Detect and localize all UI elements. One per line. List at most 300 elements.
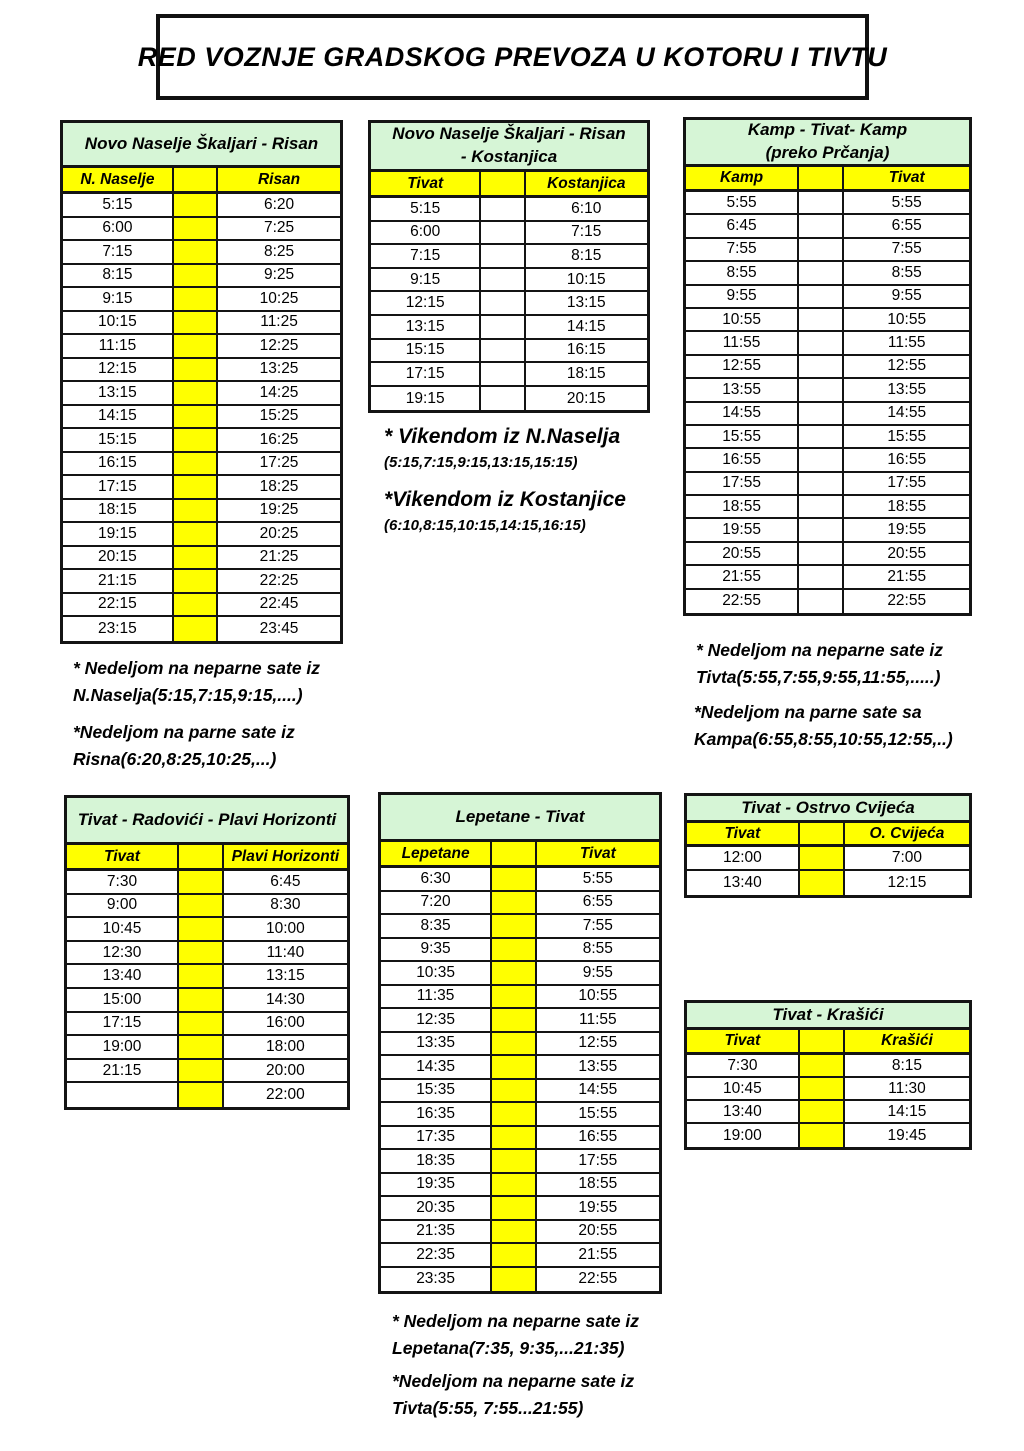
table-row bbox=[67, 965, 347, 989]
time-cell: 21:55 bbox=[887, 567, 927, 585]
column-header bbox=[800, 823, 845, 844]
note-line-1: * Nedeljom na neparne sate iz bbox=[696, 640, 944, 660]
note-lepetane-tivat-odd-hours bbox=[392, 1368, 634, 1422]
time-cell: 13:40 bbox=[687, 1101, 800, 1122]
time-cell: 17:15 bbox=[67, 1013, 179, 1035]
table-row bbox=[67, 989, 347, 1013]
time-cell: 20:55 bbox=[686, 543, 799, 564]
spacer-cell bbox=[800, 1078, 845, 1099]
time-cell: 22:55 bbox=[887, 592, 927, 610]
table-row bbox=[686, 309, 969, 332]
column-header-row bbox=[63, 168, 340, 194]
time-cell: 12:35 bbox=[381, 1009, 492, 1031]
time-cell: 12:00 bbox=[687, 847, 800, 869]
table-row bbox=[686, 543, 969, 566]
table-row bbox=[381, 892, 659, 916]
spacer-cell bbox=[799, 449, 844, 470]
time-cell: 6:00 bbox=[63, 218, 174, 240]
table-row bbox=[687, 847, 969, 871]
spacer-cell bbox=[481, 245, 525, 267]
column-header: Kostanjica bbox=[547, 174, 626, 192]
time-cell: 16:15 bbox=[566, 341, 606, 359]
time-cell: 11:55 bbox=[686, 332, 799, 353]
spacer-cell bbox=[174, 570, 218, 592]
spacer-cell bbox=[799, 332, 844, 353]
time-cell: 13:25 bbox=[259, 360, 299, 378]
time-cell: 9:55 bbox=[686, 286, 799, 307]
time-cell: 21:15 bbox=[67, 1060, 179, 1082]
spacer-cell bbox=[800, 1101, 845, 1122]
spacer-cell bbox=[174, 500, 218, 522]
table-row bbox=[687, 871, 969, 895]
time-cell: 10:00 bbox=[265, 919, 305, 937]
table-row bbox=[381, 1127, 659, 1151]
note-line-2: Lepetana(7:35, 9:35,...21:35) bbox=[392, 1338, 625, 1358]
spacer-cell bbox=[174, 617, 218, 641]
table-row bbox=[686, 590, 969, 613]
table-body bbox=[381, 868, 659, 1291]
table-title-line: Lepetane - Tivat bbox=[455, 806, 585, 826]
time-cell: 13:15 bbox=[265, 967, 305, 985]
column-header-row bbox=[687, 1030, 969, 1055]
table-row bbox=[686, 262, 969, 285]
time-cell: 14:15 bbox=[887, 1102, 927, 1120]
column-header: Risan bbox=[257, 170, 301, 188]
table-title bbox=[371, 123, 647, 172]
column-header-row bbox=[687, 823, 969, 847]
spacer-cell bbox=[174, 476, 218, 498]
time-cell: 12:55 bbox=[686, 356, 799, 377]
table-title-line: Kamp - Tivat- Kamp bbox=[747, 120, 908, 140]
spacer-cell bbox=[799, 566, 844, 587]
spacer-cell bbox=[492, 1127, 536, 1149]
table-row bbox=[67, 1013, 347, 1037]
spacer-cell bbox=[492, 1268, 536, 1292]
time-cell: 15:55 bbox=[686, 426, 799, 447]
time-cell: 10:25 bbox=[259, 289, 299, 307]
spacer-cell bbox=[492, 962, 536, 984]
time-cell: 10:15 bbox=[566, 270, 606, 288]
time-cell: 13:55 bbox=[578, 1057, 618, 1075]
time-cell: 19:00 bbox=[67, 1036, 179, 1058]
time-cell: 12:25 bbox=[259, 336, 299, 354]
column-header bbox=[492, 842, 536, 865]
time-cell: 5:55 bbox=[891, 193, 922, 211]
spacer-cell bbox=[492, 1197, 536, 1219]
column-header bbox=[800, 1030, 845, 1052]
table-row bbox=[686, 286, 969, 309]
timetable-novo-naselje-risan-kostanjica bbox=[368, 120, 650, 413]
spacer-cell bbox=[179, 1060, 224, 1082]
spacer-cell bbox=[174, 312, 218, 334]
time-cell: 22:25 bbox=[259, 571, 299, 589]
spacer-cell bbox=[492, 892, 536, 914]
time-cell: 13:40 bbox=[67, 965, 179, 987]
time-cell: 5:55 bbox=[686, 192, 799, 213]
table-row bbox=[381, 1103, 659, 1127]
table-title-line: Tivat - Radovići - Plavi Horizonti bbox=[77, 809, 337, 829]
table-row bbox=[686, 566, 969, 589]
time-cell: 8:25 bbox=[263, 242, 295, 260]
time-cell: 19:15 bbox=[63, 523, 174, 545]
table-row bbox=[686, 449, 969, 472]
note-risan-odd-hours bbox=[73, 655, 320, 709]
time-cell: 17:15 bbox=[371, 363, 481, 385]
table-title-line: Novo Naselje Škaljari - Risan bbox=[392, 124, 626, 144]
time-cell: 15:55 bbox=[578, 1104, 618, 1122]
table-row bbox=[686, 379, 969, 402]
table-row bbox=[63, 382, 340, 406]
time-cell: 19:55 bbox=[578, 1198, 618, 1216]
table-row bbox=[67, 942, 347, 966]
spacer-cell bbox=[492, 1244, 536, 1266]
spacer-cell bbox=[799, 192, 844, 213]
time-cell: 7:55 bbox=[582, 916, 613, 934]
table-row bbox=[686, 215, 969, 238]
table-row bbox=[63, 359, 340, 383]
time-cell: 19:25 bbox=[259, 501, 299, 519]
spacer-cell bbox=[179, 942, 224, 964]
table-row bbox=[63, 241, 340, 265]
time-cell: 20:35 bbox=[381, 1197, 492, 1219]
table-body bbox=[67, 871, 347, 1107]
time-cell: 12:15 bbox=[887, 874, 927, 891]
spacer-cell bbox=[174, 359, 218, 381]
time-cell: 18:55 bbox=[578, 1175, 618, 1193]
column-header: Tivat bbox=[579, 844, 616, 862]
time-cell: 17:55 bbox=[686, 473, 799, 494]
time-cell: 22:55 bbox=[578, 1270, 618, 1288]
spacer-cell bbox=[799, 426, 844, 447]
table-title-line: Tivat - Ostrvo Cvijeća bbox=[741, 797, 915, 817]
spacer-cell bbox=[174, 265, 218, 287]
note-kamp-odd-hours bbox=[696, 637, 943, 691]
table-row bbox=[381, 1056, 659, 1080]
column-header bbox=[174, 168, 218, 191]
time-cell: 7:30 bbox=[67, 871, 179, 893]
table-row bbox=[63, 500, 340, 524]
column-header: Lepetane bbox=[381, 842, 492, 865]
column-header: Plavi Horizonti bbox=[231, 847, 340, 865]
table-row bbox=[67, 1036, 347, 1060]
time-cell: 20:55 bbox=[578, 1222, 618, 1240]
time-cell: 9:25 bbox=[263, 266, 295, 284]
table-row bbox=[687, 1055, 969, 1078]
spacer-cell bbox=[179, 918, 224, 940]
spacer-cell bbox=[179, 1013, 224, 1035]
table-body bbox=[686, 192, 969, 613]
time-cell: 9:00 bbox=[67, 895, 179, 917]
time-cell: 18:15 bbox=[63, 500, 174, 522]
time-cell: 12:55 bbox=[578, 1034, 618, 1052]
column-header: O. Cvijeća bbox=[869, 824, 945, 842]
spacer-cell bbox=[492, 1033, 536, 1055]
spacer-cell bbox=[492, 1056, 536, 1078]
table-row bbox=[381, 1033, 659, 1057]
spacer-cell bbox=[174, 429, 218, 451]
document-title: RED VOZNJE GRADSKOG PREVOZA U KOTORU I TIVTU bbox=[137, 41, 888, 72]
spacer-cell bbox=[174, 194, 218, 216]
table-row bbox=[686, 473, 969, 496]
column-header: Krašići bbox=[881, 1032, 933, 1049]
time-cell: 17:35 bbox=[381, 1127, 492, 1149]
column-header-row bbox=[67, 845, 347, 871]
time-cell: 22:35 bbox=[381, 1244, 492, 1266]
time-cell: 18:55 bbox=[686, 496, 799, 517]
time-cell: 23:35 bbox=[381, 1268, 492, 1292]
time-cell: 12:15 bbox=[371, 292, 481, 314]
time-cell: 8:55 bbox=[686, 262, 799, 283]
table-row bbox=[67, 1083, 347, 1107]
time-cell: 19:55 bbox=[686, 519, 799, 540]
time-cell: 16:55 bbox=[686, 449, 799, 470]
time-cell: 11:55 bbox=[578, 1010, 617, 1028]
table-row bbox=[687, 1078, 969, 1101]
spacer-cell bbox=[174, 523, 218, 545]
table-row bbox=[686, 426, 969, 449]
table-row bbox=[371, 269, 647, 293]
table-body bbox=[371, 198, 647, 410]
table-row bbox=[63, 335, 340, 359]
spacer-cell bbox=[492, 1080, 536, 1102]
table-row bbox=[371, 363, 647, 387]
time-cell: 7:55 bbox=[891, 240, 922, 258]
spacer-cell bbox=[799, 519, 844, 540]
time-cell: 22:45 bbox=[259, 595, 299, 613]
time-cell: 17:25 bbox=[259, 454, 299, 472]
note-line-1: * Nedeljom na neparne sate iz bbox=[73, 658, 321, 678]
note-kamp-even-hours bbox=[694, 699, 953, 753]
table-row bbox=[67, 871, 347, 895]
table-row bbox=[381, 1150, 659, 1174]
spacer-cell bbox=[174, 594, 218, 616]
column-header-row bbox=[686, 167, 969, 192]
table-row bbox=[381, 939, 659, 963]
table-title bbox=[687, 1003, 969, 1030]
time-cell: 6:30 bbox=[381, 868, 492, 890]
table-title bbox=[687, 796, 969, 823]
timetable-tivat-krasici bbox=[684, 1000, 972, 1150]
table-row bbox=[371, 245, 647, 269]
time-cell: 5:15 bbox=[371, 198, 481, 220]
time-cell: 12:15 bbox=[63, 359, 174, 381]
time-cell: 21:25 bbox=[259, 548, 299, 566]
time-cell: 16:35 bbox=[381, 1103, 492, 1125]
note-line-2: Kampa(6:55,8:55,10:55,12:55,..) bbox=[694, 729, 953, 749]
table-body bbox=[687, 847, 969, 895]
note-risan-even-hours bbox=[73, 719, 295, 773]
table-title bbox=[686, 120, 969, 167]
time-cell: 13:40 bbox=[687, 871, 800, 895]
spacer-cell bbox=[174, 382, 218, 404]
spacer-cell bbox=[800, 1055, 845, 1076]
time-cell: 11:40 bbox=[266, 943, 305, 961]
column-header: Tivat bbox=[888, 169, 925, 186]
time-cell: 15:55 bbox=[887, 427, 927, 445]
time-cell: 23:15 bbox=[63, 617, 174, 641]
time-cell: 22:55 bbox=[686, 590, 799, 613]
spacer-cell bbox=[174, 453, 218, 475]
column-header: Tivat bbox=[67, 845, 179, 868]
table-row bbox=[63, 429, 340, 453]
time-cell: 13:15 bbox=[371, 316, 481, 338]
time-cell: 18:15 bbox=[566, 364, 606, 382]
time-cell: 7:15 bbox=[371, 245, 481, 267]
spacer-cell bbox=[492, 1009, 536, 1031]
table-row bbox=[381, 1080, 659, 1104]
note-kostanjica-weekend-from-naselje bbox=[384, 422, 620, 474]
time-cell: 15:15 bbox=[371, 340, 481, 362]
time-cell: 7:55 bbox=[686, 239, 799, 260]
column-header: Tivat bbox=[687, 823, 800, 844]
column-header-row bbox=[381, 842, 659, 868]
spacer-cell bbox=[799, 473, 844, 494]
time-cell: 14:55 bbox=[887, 404, 927, 422]
time-cell: 6:55 bbox=[891, 217, 922, 235]
table-row bbox=[371, 340, 647, 364]
time-cell: 18:55 bbox=[887, 497, 927, 515]
table-row bbox=[63, 594, 340, 618]
time-cell: 11:30 bbox=[888, 1079, 926, 1097]
column-header: Tivat bbox=[371, 172, 481, 195]
time-cell: 16:15 bbox=[63, 453, 174, 475]
table-row bbox=[371, 292, 647, 316]
time-cell: 18:00 bbox=[265, 1037, 305, 1055]
time-cell: 19:00 bbox=[687, 1124, 800, 1147]
time-cell: 13:55 bbox=[686, 379, 799, 400]
time-cell: 8:35 bbox=[381, 915, 492, 937]
time-cell: 21:55 bbox=[578, 1245, 618, 1263]
table-title-line: Novo Naselje Škaljari - Risan bbox=[84, 133, 319, 153]
spacer-cell bbox=[174, 335, 218, 357]
time-cell: 21:35 bbox=[381, 1221, 492, 1243]
spacer-cell bbox=[492, 1221, 536, 1243]
spacer-cell bbox=[800, 847, 845, 869]
time-cell: 22:00 bbox=[265, 1086, 305, 1104]
spacer-cell bbox=[492, 1150, 536, 1172]
time-cell: 19:15 bbox=[371, 387, 481, 411]
spacer-cell bbox=[179, 989, 224, 1011]
spacer-cell bbox=[481, 387, 525, 411]
table-row bbox=[686, 356, 969, 379]
spacer-cell bbox=[179, 871, 224, 893]
time-cell: 11:15 bbox=[63, 335, 174, 357]
note-line-1: *Nedeljom na parne sate iz bbox=[73, 722, 295, 742]
timetable-tivat-ostrvo-cvijeca bbox=[684, 793, 972, 898]
time-cell bbox=[67, 1083, 179, 1107]
time-cell: 6:55 bbox=[582, 893, 613, 911]
time-cell: 15:00 bbox=[67, 989, 179, 1011]
timetable-novo-naselje-risan bbox=[60, 120, 343, 644]
time-cell: 19:45 bbox=[887, 1126, 927, 1144]
table-body bbox=[63, 194, 340, 641]
table-body bbox=[687, 1055, 969, 1147]
spacer-cell bbox=[174, 406, 218, 428]
time-cell: 9:55 bbox=[891, 287, 922, 305]
time-cell: 20:55 bbox=[887, 544, 927, 562]
spacer-cell bbox=[179, 1036, 224, 1058]
column-header bbox=[799, 167, 844, 189]
note-line-1: *Nedeljom na neparne sate iz bbox=[392, 1371, 635, 1391]
time-cell: 21:15 bbox=[63, 570, 174, 592]
table-row bbox=[381, 915, 659, 939]
time-cell: 5:55 bbox=[582, 869, 613, 887]
time-cell: 17:15 bbox=[63, 476, 174, 498]
column-header: Tivat bbox=[687, 1030, 800, 1052]
time-cell: 19:35 bbox=[381, 1174, 492, 1196]
time-cell: 14:30 bbox=[265, 990, 305, 1008]
table-row bbox=[63, 265, 340, 289]
time-cell: 14:35 bbox=[381, 1056, 492, 1078]
table-row bbox=[371, 198, 647, 222]
column-header: N. Naselje bbox=[63, 168, 174, 191]
table-title-line: - Kostanjica bbox=[460, 147, 558, 166]
time-cell: 7:15 bbox=[63, 241, 174, 263]
time-cell: 17:55 bbox=[578, 1151, 618, 1169]
spacer-cell bbox=[799, 403, 844, 424]
table-row bbox=[67, 918, 347, 942]
table-row bbox=[63, 547, 340, 571]
note-line-2: Tivta(5:55, 7:55...21:55) bbox=[392, 1398, 584, 1418]
spacer-cell bbox=[799, 286, 844, 307]
time-cell: 19:55 bbox=[887, 521, 927, 539]
time-cell: 10:55 bbox=[578, 987, 618, 1005]
time-cell: 8:30 bbox=[270, 896, 301, 914]
time-cell: 7:30 bbox=[687, 1055, 800, 1076]
table-title bbox=[63, 123, 340, 168]
time-cell: 8:15 bbox=[891, 1056, 923, 1074]
table-row bbox=[371, 316, 647, 340]
spacer-cell bbox=[481, 316, 525, 338]
time-cell: 12:55 bbox=[887, 357, 927, 375]
spacer-cell bbox=[481, 292, 525, 314]
column-header bbox=[481, 172, 525, 195]
time-cell: 8:55 bbox=[891, 263, 922, 281]
spacer-cell bbox=[179, 965, 224, 987]
time-cell: 6:10 bbox=[571, 199, 602, 217]
table-row bbox=[381, 1174, 659, 1198]
time-cell: 14:25 bbox=[259, 383, 299, 401]
time-cell: 13:35 bbox=[381, 1033, 492, 1055]
time-cell: 11:25 bbox=[260, 313, 298, 331]
timetable-kamp-tivat-kamp bbox=[683, 117, 972, 616]
time-cell: 14:55 bbox=[686, 403, 799, 424]
note-line-2: N.Naselja(5:15,7:15,9:15,....) bbox=[73, 685, 303, 705]
time-cell: 15:35 bbox=[381, 1080, 492, 1102]
table-row bbox=[371, 222, 647, 246]
time-cell: 10:45 bbox=[67, 918, 179, 940]
note-lepetane-odd-hours bbox=[392, 1308, 639, 1362]
table-row bbox=[63, 406, 340, 430]
spacer-cell bbox=[179, 895, 224, 917]
spacer-cell bbox=[799, 496, 844, 517]
note-line-2: (5:15,7:15,9:15,13:15,15:15) bbox=[384, 454, 578, 471]
spacer-cell bbox=[799, 590, 844, 613]
time-cell: 17:55 bbox=[887, 474, 927, 492]
time-cell: 13:15 bbox=[566, 294, 606, 312]
table-row bbox=[686, 192, 969, 215]
table-row bbox=[67, 895, 347, 919]
spacer-cell bbox=[799, 356, 844, 377]
table-title bbox=[381, 795, 659, 842]
spacer-cell bbox=[492, 915, 536, 937]
table-title-line: (preko Prčanja) bbox=[765, 143, 890, 162]
column-header: Kamp bbox=[686, 167, 799, 189]
time-cell: 16:55 bbox=[887, 450, 927, 468]
table-row bbox=[381, 1009, 659, 1033]
table-row bbox=[381, 1221, 659, 1245]
spacer-cell bbox=[174, 218, 218, 240]
